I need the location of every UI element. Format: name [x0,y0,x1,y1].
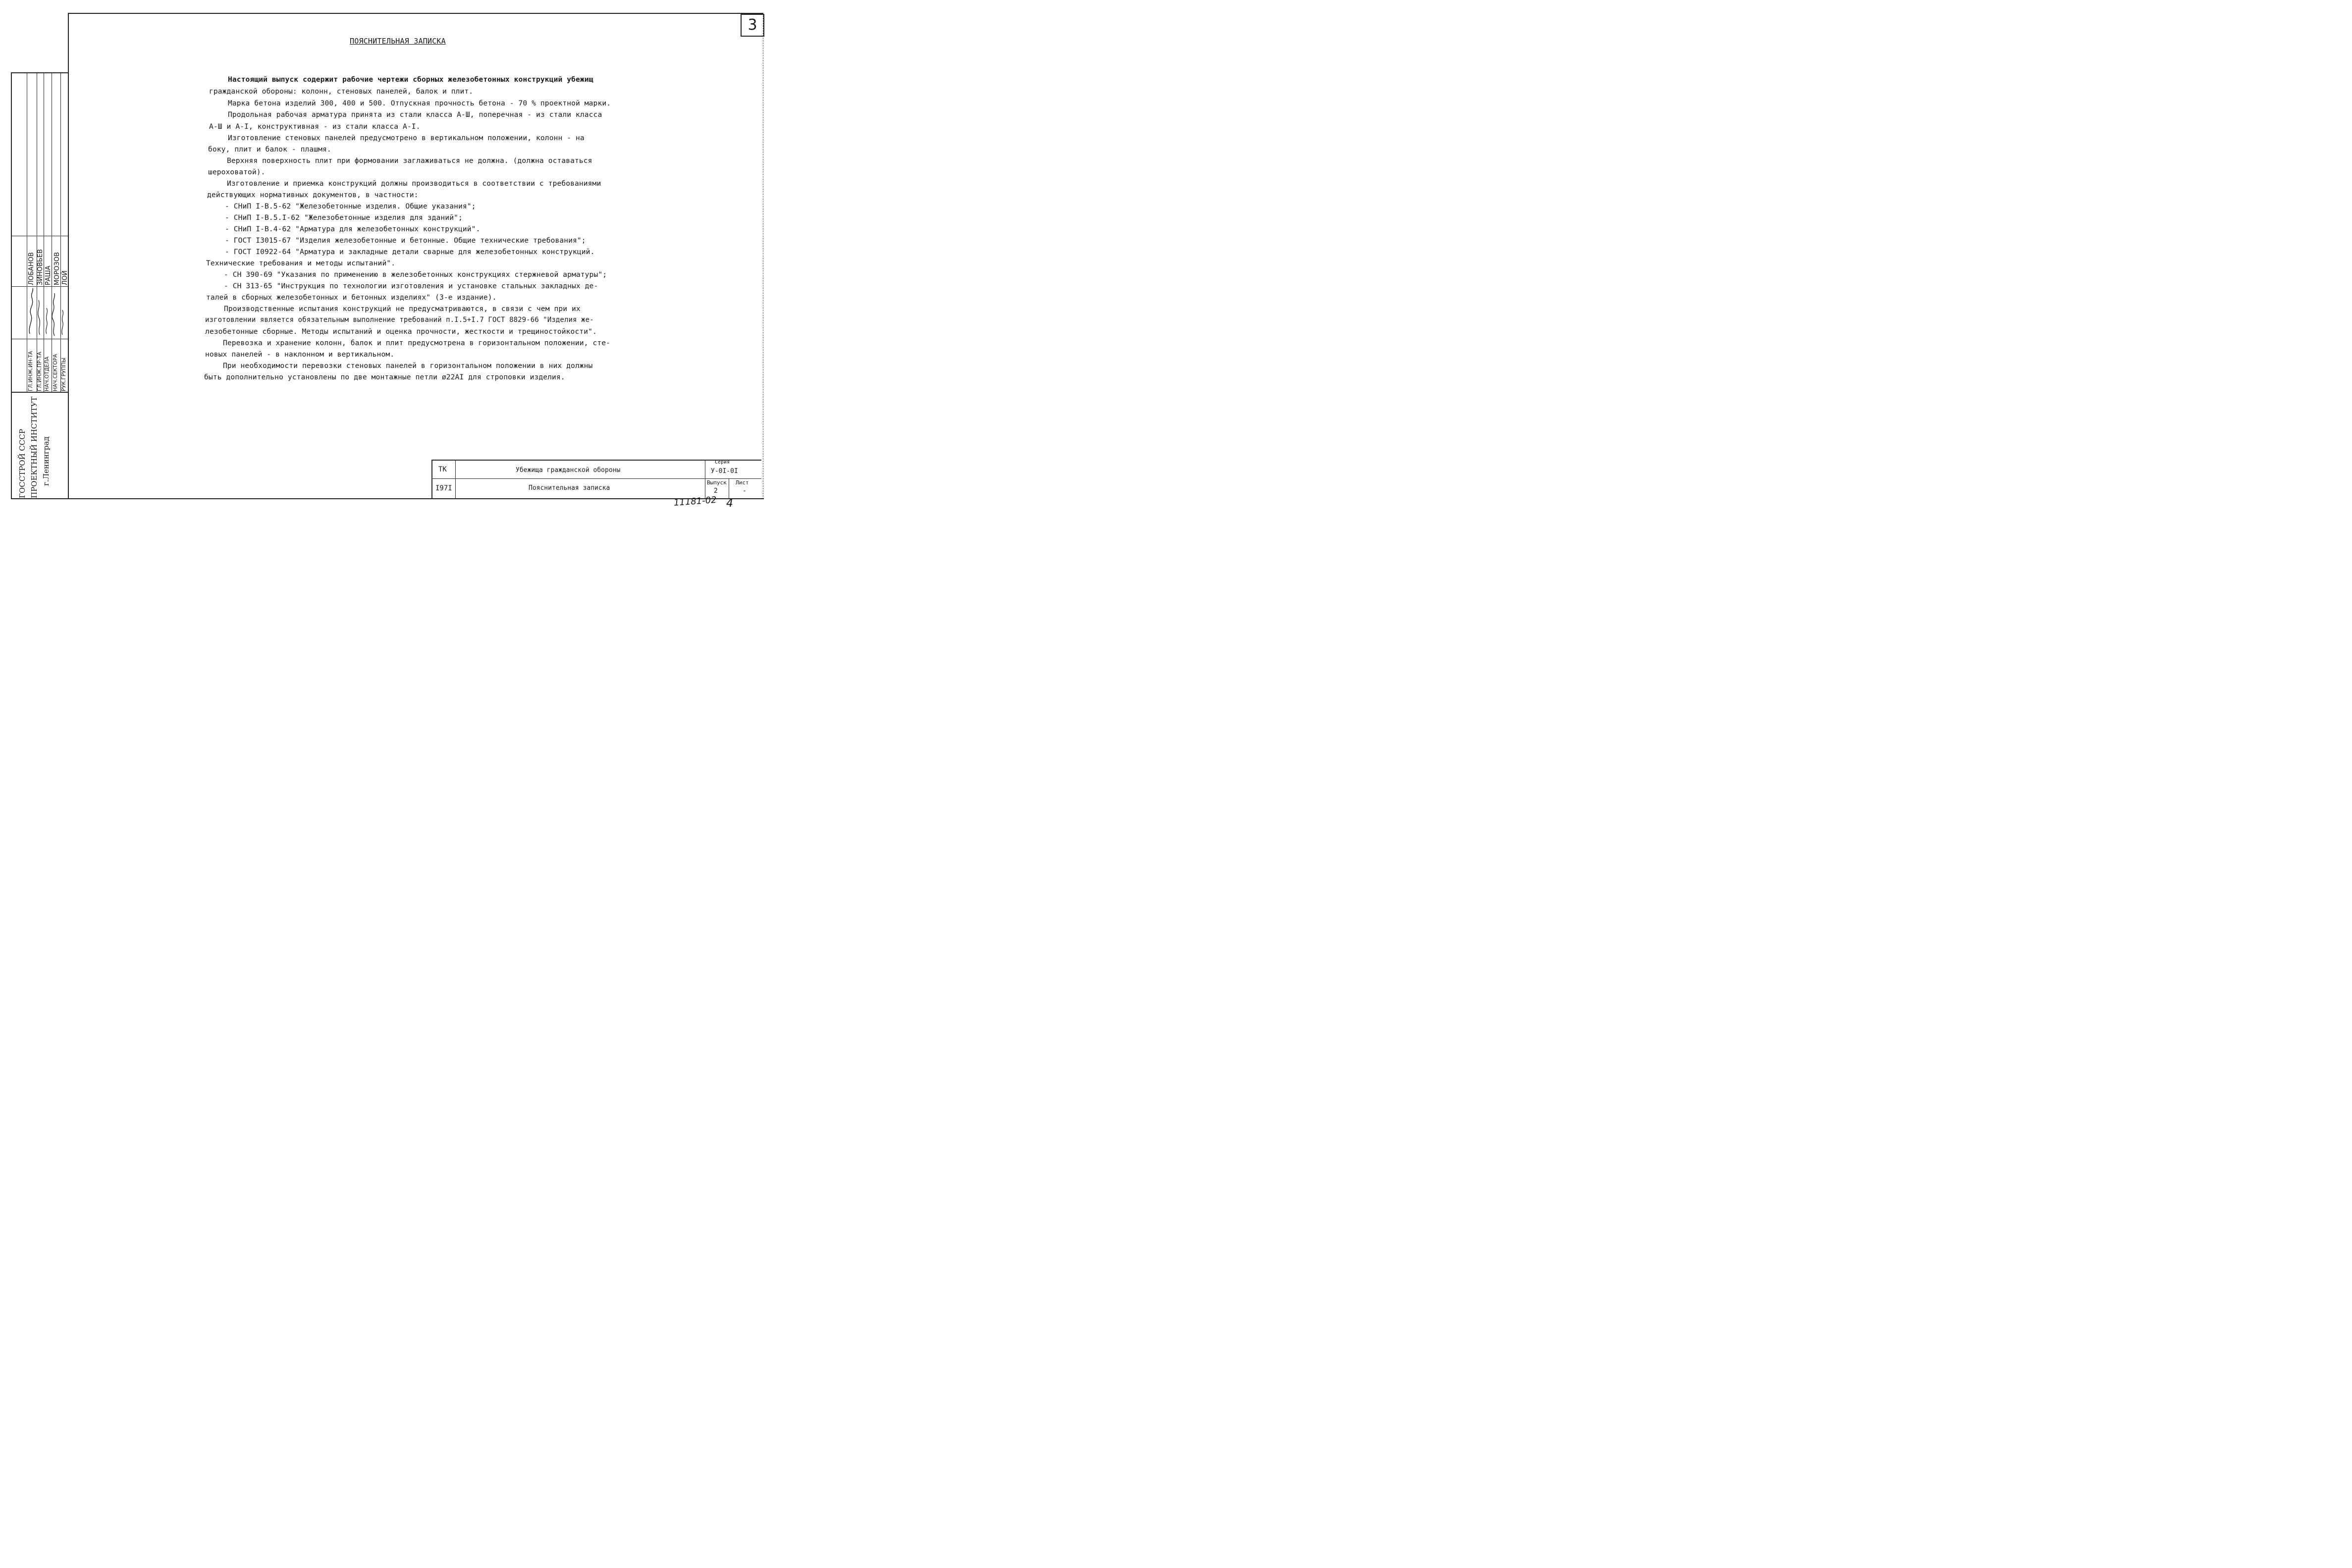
approval-name: РАША [45,265,52,285]
text-line: При необходимости перевозки стеновых панелей в горизонтальном положении в них должны [223,362,593,370]
text-line: Марка бетона изделий 300, 400 и 500. Отпускная прочность бетона - 70 % проектной марки. [228,99,611,107]
series-value: У-0I-0I [711,468,738,475]
approval-role: НАЧ.СЕКТОРА [53,354,58,391]
approval-name: ЗИНОВЬЕВ [37,249,44,285]
text-line: - ГОСТ I3015-67 "Изделия железобетонные и бетонные. Общие технические требования"; [225,236,586,245]
approval-role: ГЛ.ИНЖ.ПР-ТА [37,352,43,391]
text-line: Производственные испытания конструкций не предусматриваются, в связи с чем при их [224,305,581,313]
approval-strip [11,72,68,499]
text-line: Продольная рабочая арматура принята из стали класса А-Ш, поперечная - из стали класса [228,110,602,119]
text-line: - СНиП I-В.5-62 "Железобетонные изделия. Общие указания"; [225,202,476,210]
sheet-number: 3 [741,14,764,37]
title-block [431,460,761,498]
drawing-frame [68,13,763,499]
signatures [27,286,68,339]
text-line: изготовлении является обязательным выполнение требований п.I.5+I.7 ГОСТ 8829-66 "Изделия же- [205,316,594,324]
organization-line: ПРОЕКТНЫЙ ИНСТИТУТ [30,396,39,498]
title-block-subtitle: Пояснительная записка [529,484,610,492]
text-line: боку, плит и балок - плашмя. [208,145,331,154]
text-line: - СНиП I-В.5.I-62 "Железобетонные изделия для зданий"; [225,213,463,222]
text-line: Верхняя поверхность плит при формовании заглаживаться не должна. (должна оставаться [227,157,592,165]
frame-bottom-border [11,498,764,499]
organization-line: г.Ленинград [42,436,51,486]
text-line: Изготовление и приемка конструкций должны производиться в соответствии с требованиями [227,179,601,188]
text-line: - ГОСТ I0922-64 "Арматура и закладные детали сварные для железобетонных конструкций. [225,248,595,256]
text-line: Технические требования и методы испытаний". [206,259,396,267]
approval-role: ГЛ.ИНЖ.ИН-ТА [28,351,34,391]
issue-label: Выпуск [707,479,727,486]
text-line: Изготовление стеновых панелей предусмотрено в вертикальном положении, колонн - на [228,134,585,142]
text-line: А-Ш и А-I, конструктивная - из стали класса А-I. [209,122,421,131]
text-line: действующих нормативных документов, в частности: [207,191,419,199]
extra-mark: 4 [726,497,733,510]
approval-role: НАЧ.ОТДЕЛА [44,356,50,391]
text-line: гражданской обороны: колонн, стеновых панелей, балок и плит. [209,87,474,96]
text-line: быть дополнительно установлены по две монтажные петли ø22АI для строповки изделия. [204,373,565,381]
sheet-value: - [743,487,747,495]
text-line: шероховатой). [208,168,266,176]
organization-line: ГОССТРОЙ СССР [18,429,27,498]
text-line: - СНиП I-В.4-62 "Арматура для железобетонных конструкций". [225,225,481,233]
approval-role: РУК.ГРУППЫ [61,358,67,391]
text-line: новых панелей - в наклонном и вертикальном. [205,350,395,359]
page-title: ПОЯСНИТЕЛЬНАЯ ЗАПИСКА [350,37,446,46]
text-line: Настоящий выпуск содержит рабочие чертежи сборных железобетонных конструкций убежищ [228,75,593,84]
issue-value: 2 [714,487,718,495]
title-block-code: ТК [438,466,447,473]
approval-name: ЛОЙ [61,270,69,285]
title-block-name: Убежища гражданской обороны [516,467,621,474]
text-line: - СН 390-69 "Указания по применению в железобетонных конструкциях стержневой арматуры"; [224,270,607,279]
text-line: - СН 313-65 "Инструкция по технологии изготовления и установке стальных закладных де- [224,282,598,290]
text-line: Перевозка и хранение колонн, балок и плит предусмотрена в горизонтальном положении, сте- [223,339,610,347]
approval-name: МОРОЗОВ [53,252,61,285]
inventory-number: 11181-02 [673,495,717,508]
frame-left-border [68,13,69,499]
title-block-year: I97I [435,484,452,492]
text-line: лезобетонные сборные. Методы испытаний и оценка прочности, жесткости и трещиностойкости". [205,327,597,336]
approval-name: ЛОБАНОВ [28,252,35,285]
sheet-label: Лист [736,479,749,486]
text-line: талей в сборных железобетонных и бетонных изделиях" (3-е издание). [206,293,497,302]
series-label: Серия [715,460,730,465]
